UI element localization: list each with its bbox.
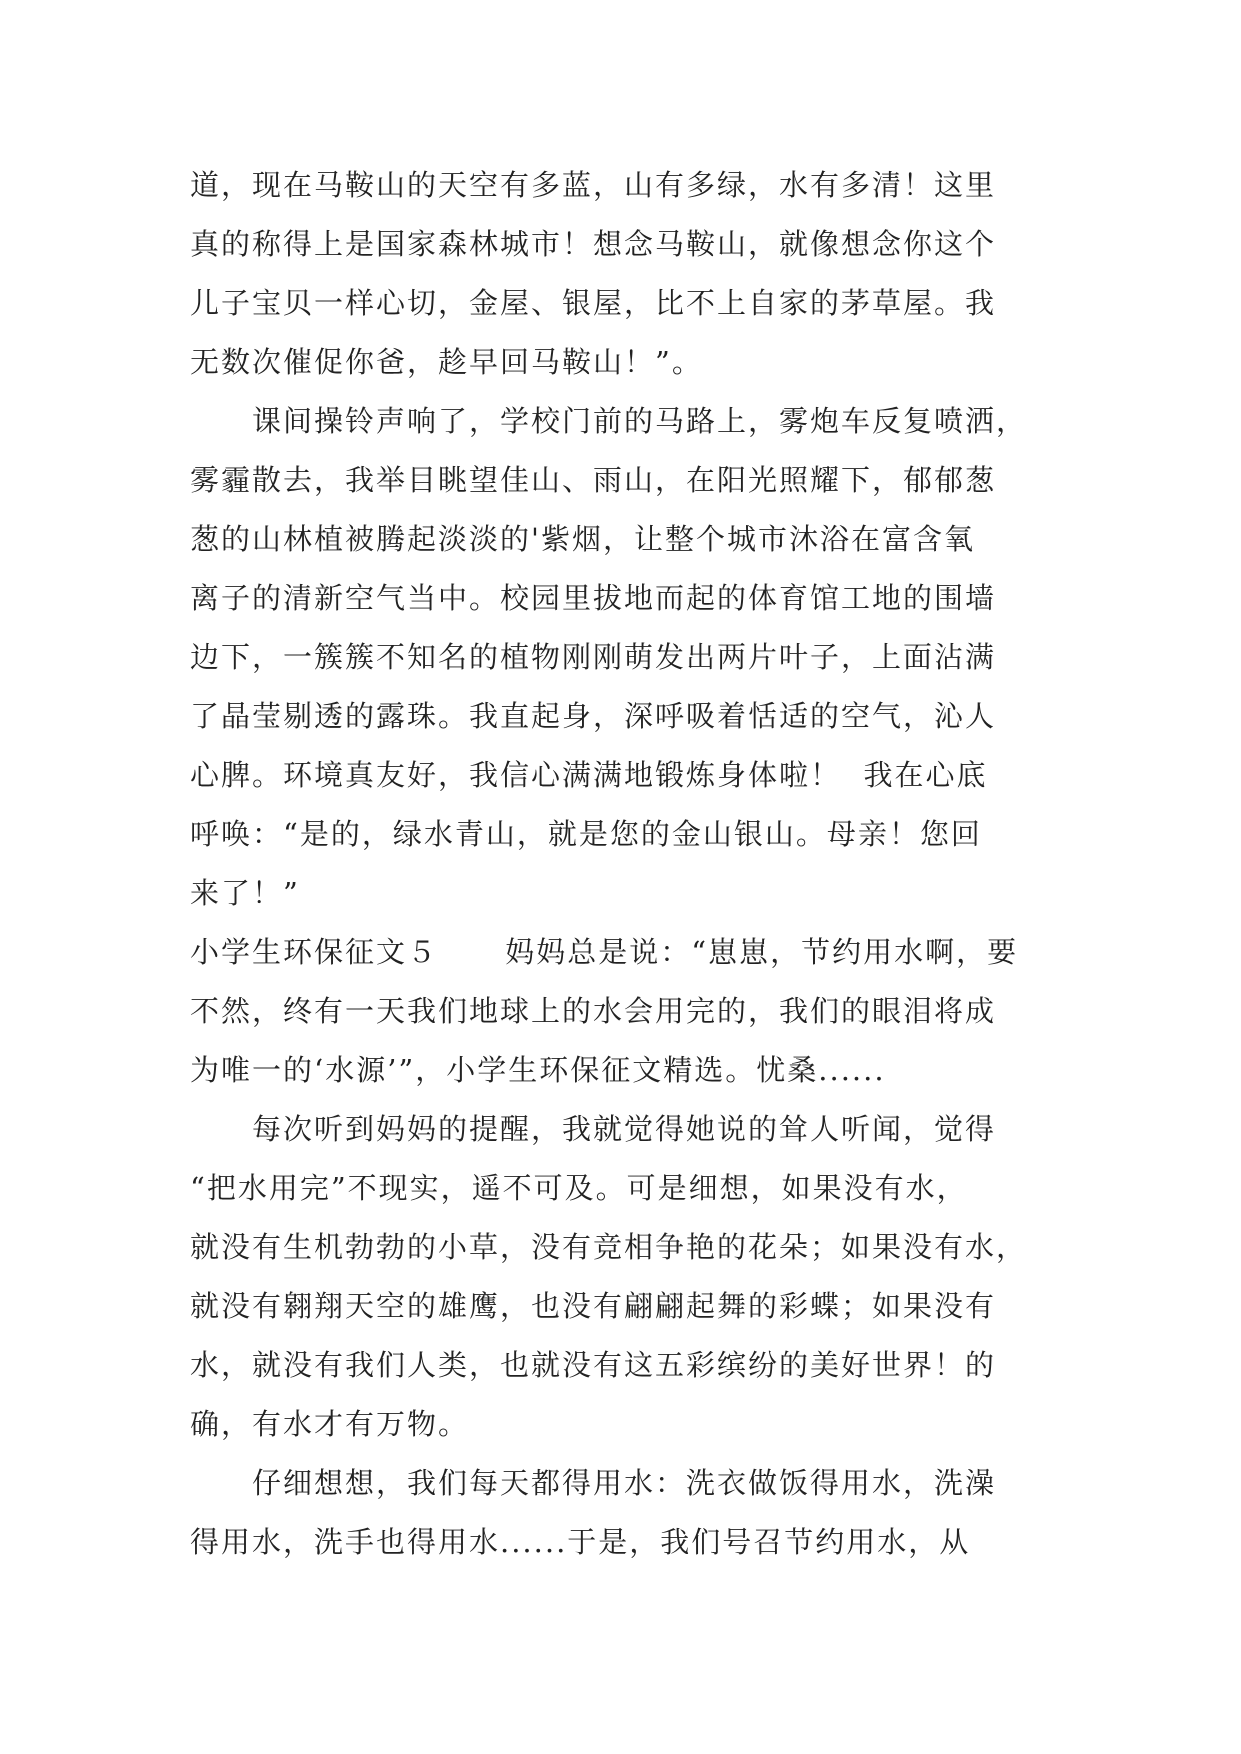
text-line: 得用水，洗手也得用水......于是，我们号召节约用水，从 — [190, 1525, 971, 1559]
text-line: 呼唤：“是的，绿水青山，就是您的金山银山。母亲！您回 — [190, 817, 982, 851]
essay-text — [190, 156, 1060, 1572]
text-line: 雾霾散去，我举目眺望佳山、雨山，在阳光照耀下，郁郁葱 — [190, 463, 997, 497]
text-line: 了晶莹剔透的露珠。我直起身，深呼吸着恬适的空气，沁人 — [190, 699, 997, 733]
text-line: 确，有水才有万物。 — [190, 1407, 470, 1441]
paragraph-first-line: 每次听到妈妈的提醒，我就觉得她说的耸人听闻，觉得 — [252, 1112, 997, 1146]
text-line: 就没有生机勃勃的小草，没有竞相争艳的花朵；如果没有水， — [190, 1230, 1028, 1264]
text-line: 道，现在马鞍山的天空有多蓝，山有多绿，水有多清！这里 — [190, 168, 997, 202]
text-line: 儿子宝贝一样心切，金屋、银屋，比不上自家的茅草屋。我 — [190, 286, 997, 320]
paragraph-first-line: 课间操铃声响了，学校门前的马路上，雾炮车反复喷洒， — [252, 404, 1028, 438]
text-line: 真的称得上是国家森林城市！想念马鞍山，就像想念你这个 — [190, 227, 997, 261]
text-line: 葱的山林植被腾起淡淡的'紫烟，让整个城市沐浴在富含氧 — [190, 522, 975, 556]
text-line: 离子的清新空气当中。校园里拔地而起的体育馆工地的围墙 — [190, 581, 997, 615]
essay-heading-line: 小学生环保征文５ 妈妈总是说：“崽崽，节约用水啊，要 — [190, 935, 1019, 969]
text-line: 来了！” — [190, 876, 300, 910]
text-line: 不然，终有一天我们地球上的水会用完的，我们的眼泪将成 — [190, 994, 997, 1028]
text-line: 边下，一簇簇不知名的植物刚刚萌发出两片叶子，上面沾满 — [190, 640, 997, 674]
text-line: 无数次催促你爸，趁早回马鞍山！”。 — [190, 345, 703, 379]
text-line: 为唯一的‘水源’”，小学生环保征文精选。忧桑...... — [190, 1053, 886, 1087]
paragraph-first-line: 仔细想想，我们每天都得用水：洗衣做饭得用水，洗澡 — [252, 1466, 997, 1500]
text-line: 水，就没有我们人类，也就没有这五彩缤纷的美好世界！的 — [190, 1348, 997, 1382]
text-line: 心脾。环境真友好，我信心满满地锻炼身体啦！ 我在心底 — [190, 758, 988, 792]
text-line: “把水用完”不现实，遥不可及。可是细想，如果没有水， — [190, 1171, 968, 1205]
text-line: 就没有翱翔天空的雄鹰，也没有翩翩起舞的彩蝶；如果没有 — [190, 1289, 997, 1323]
